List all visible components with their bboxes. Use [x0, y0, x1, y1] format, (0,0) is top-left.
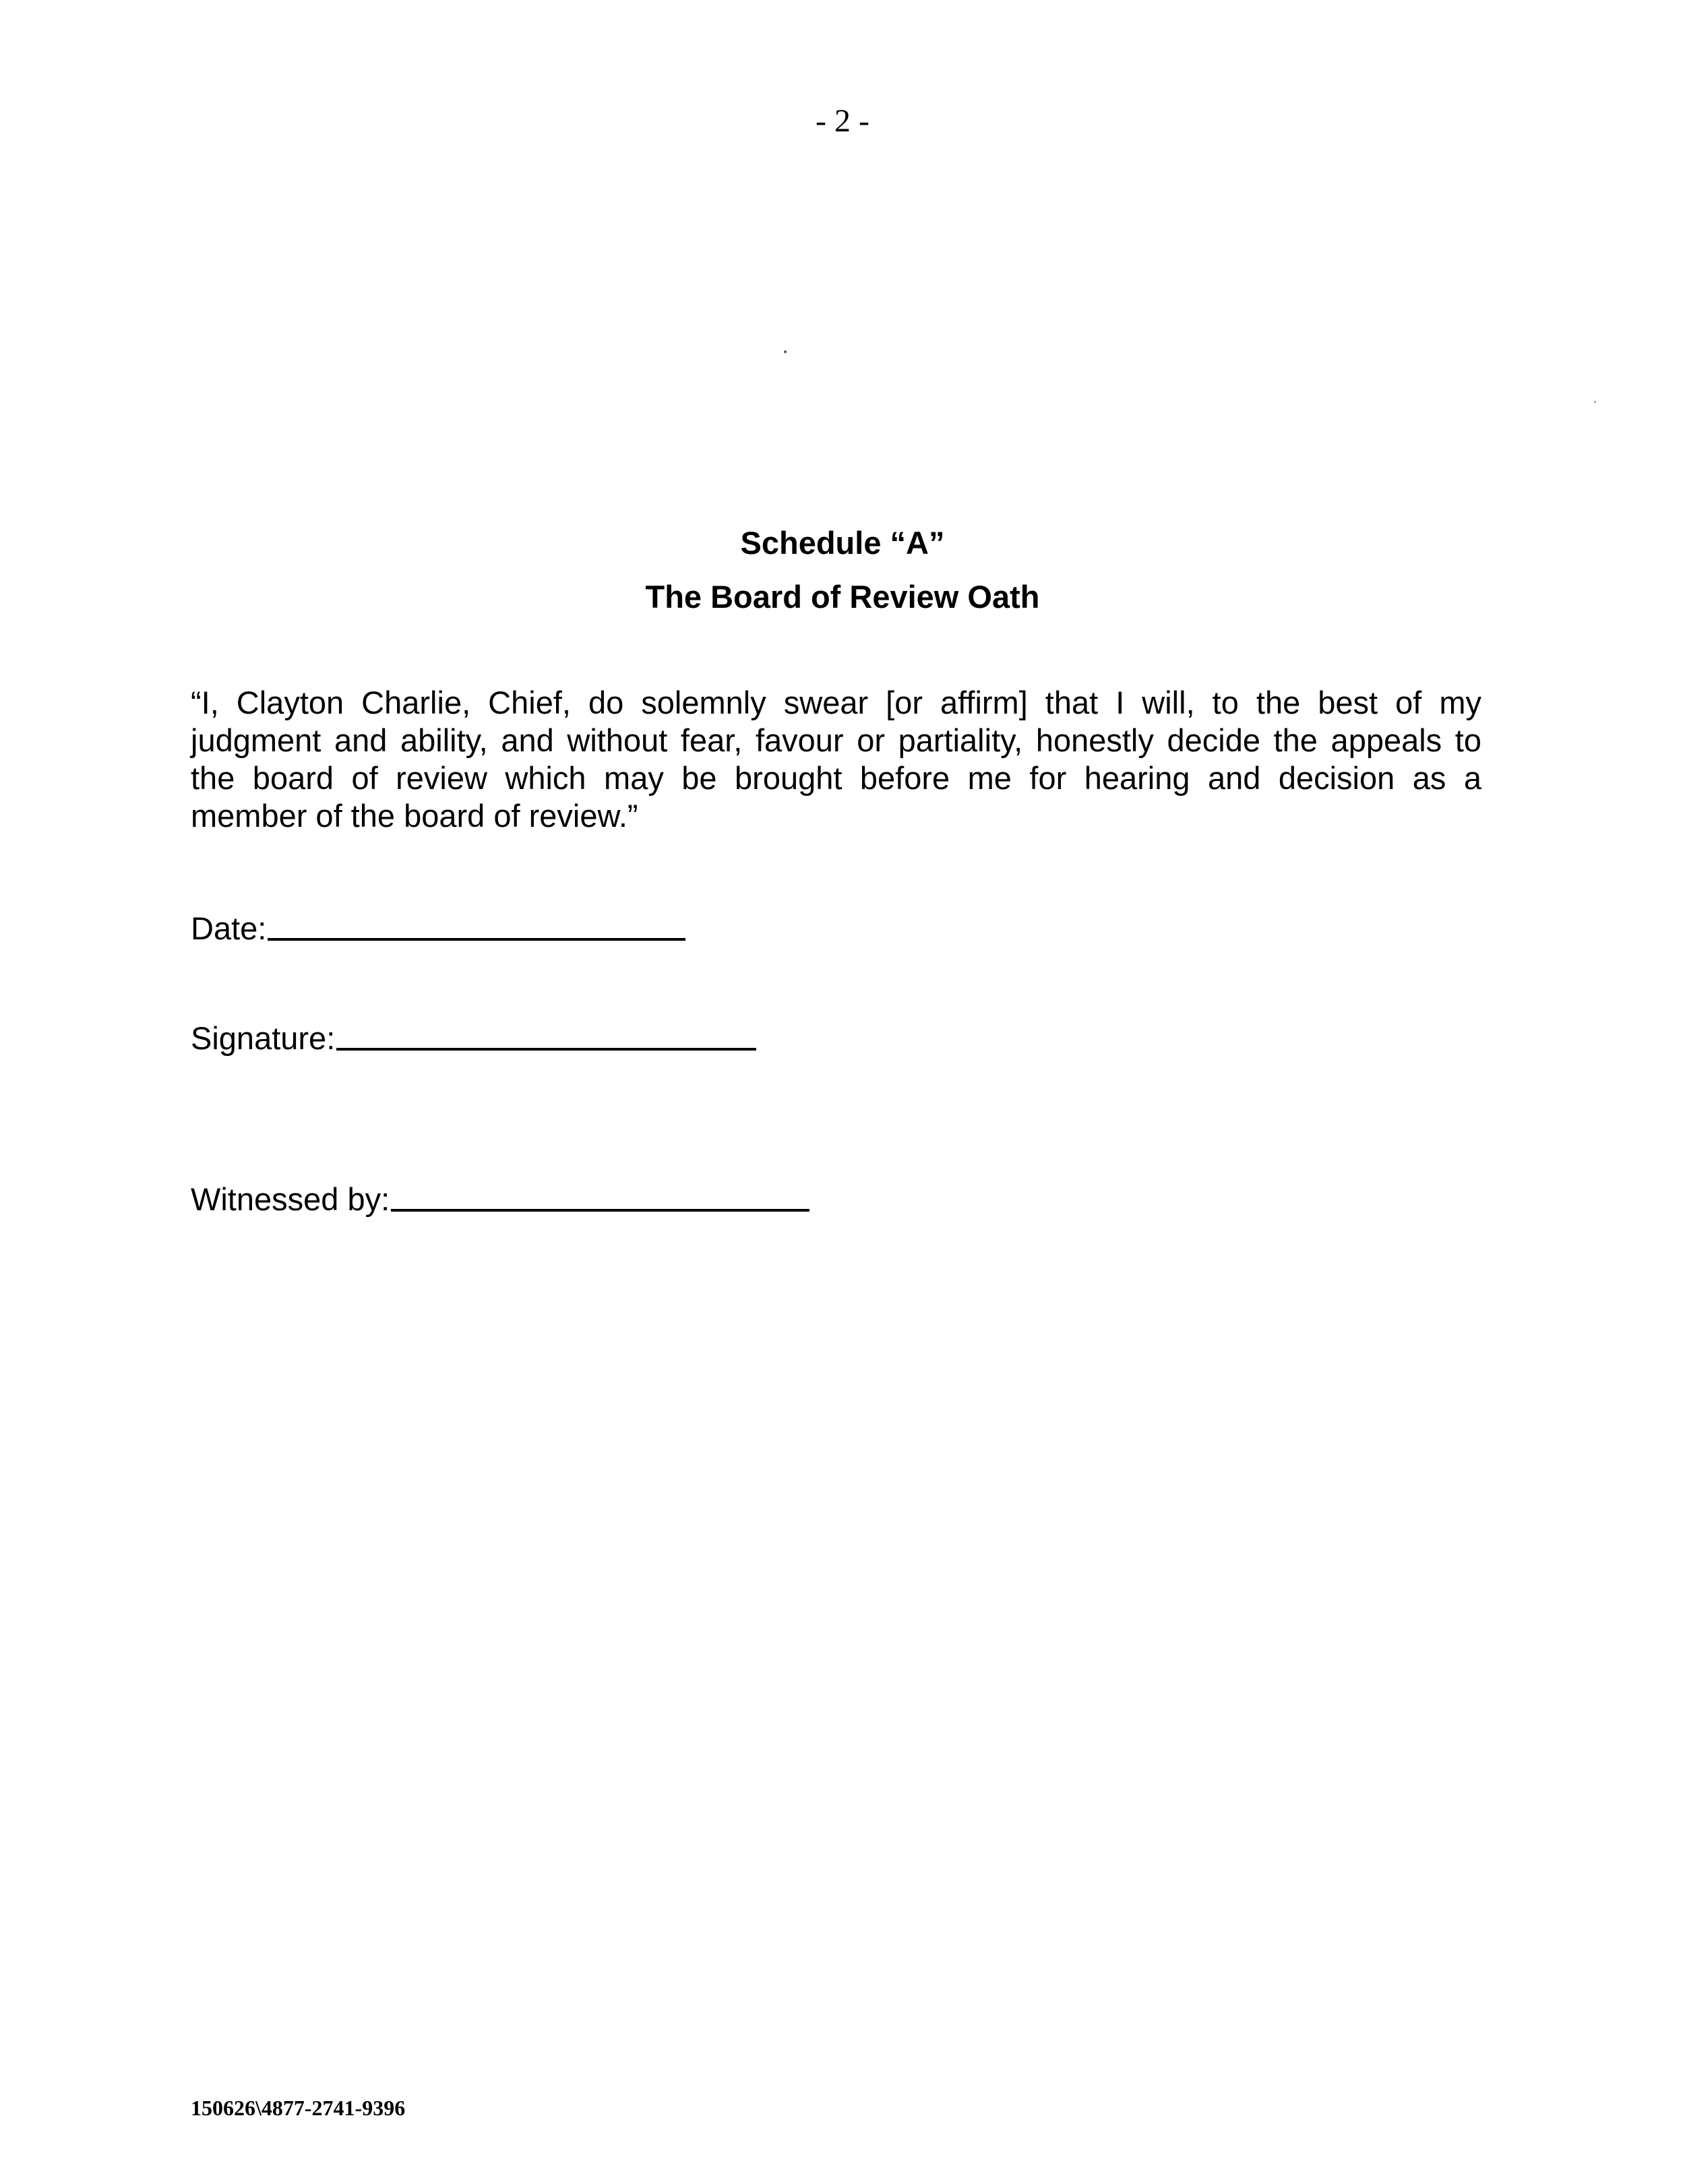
oath-line: the board of review which may be brought before me for hearing and decision as a [191, 760, 1481, 796]
oath-line: member of the board of review.” [191, 798, 638, 834]
oath-paragraph [191, 684, 1481, 835]
oath-line: judgment and ability, and without fear, favour or partiality, honestly decide the appeals to [191, 722, 1481, 758]
date-label: Date: [191, 910, 267, 946]
date-field [191, 910, 685, 947]
signature-blank-line [336, 1048, 756, 1051]
oath-line: “I, Clayton Charlie, Chief, do solemnly swear [or affirm] that I will, to the best of my [191, 685, 1481, 720]
signature-label: Signature: [191, 1020, 336, 1056]
witness-blank-line [391, 1209, 809, 1212]
witness-field [191, 1181, 809, 1218]
date-blank-line [268, 938, 685, 941]
scan-speck [1594, 401, 1596, 403]
witness-label: Witnessed by: [191, 1181, 390, 1217]
signature-field [191, 1020, 756, 1057]
document-id: 150626\4877-2741-9396 [191, 2096, 406, 2120]
schedule-title: Schedule “A” [740, 525, 945, 561]
scan-speck [784, 350, 787, 353]
schedule-subtitle: The Board of Review Oath [645, 579, 1040, 615]
page-number: - 2 - [816, 103, 869, 139]
